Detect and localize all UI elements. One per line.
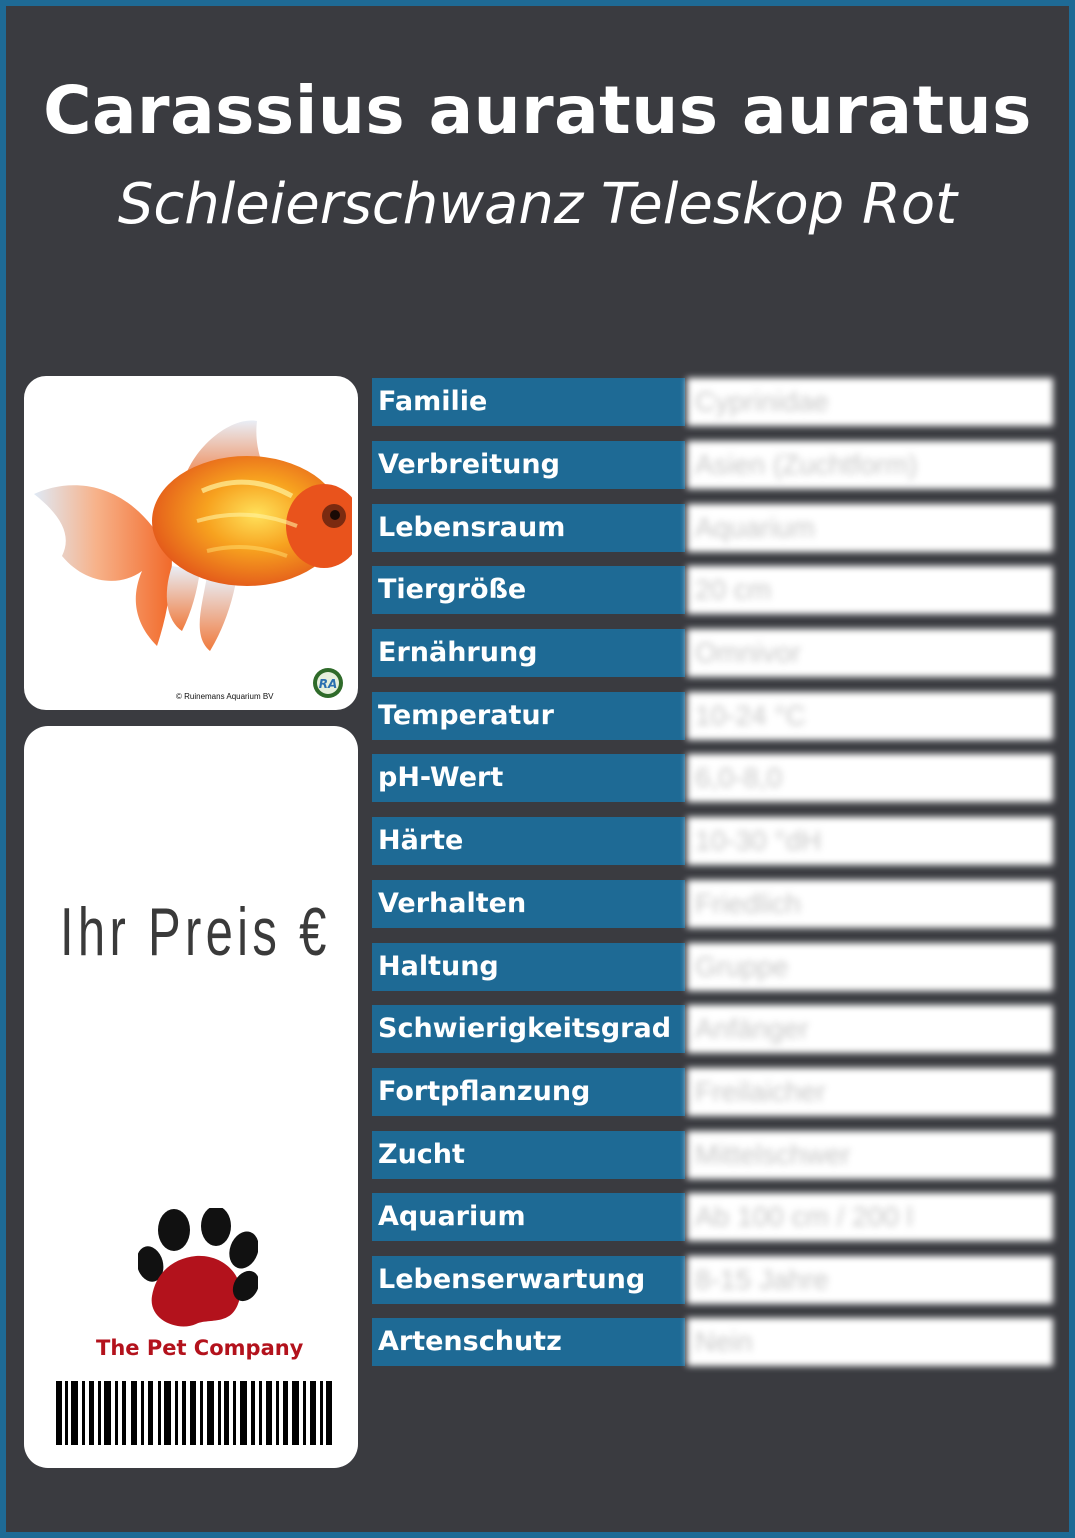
row-value: Freilaicher — [687, 1068, 1053, 1116]
paw-icon — [138, 1208, 258, 1332]
barcode-icon — [56, 1381, 332, 1445]
row-value: Gruppe — [687, 943, 1053, 991]
table-row — [372, 504, 1053, 552]
row-value: Ab 100 cm / 200 l — [687, 1193, 1053, 1241]
table-row — [372, 1256, 1053, 1304]
row-label: Schwierigkeitsgrad — [372, 1005, 685, 1053]
row-label: Härte — [372, 817, 685, 865]
row-value: 8-15 Jahre — [687, 1256, 1053, 1304]
ra-logo-text: RA — [318, 677, 338, 691]
row-label: Familie — [372, 378, 685, 426]
table-row — [372, 817, 1053, 865]
photo-copyright: © Ruinemans Aquarium BV — [176, 692, 274, 701]
row-value: Aquarium — [687, 504, 1053, 552]
row-value: 10-24 °C — [687, 692, 1053, 740]
row-value: Friedlich — [687, 880, 1053, 928]
row-label: Fortpflanzung — [372, 1068, 685, 1116]
row-label: Lebensraum — [372, 504, 685, 552]
row-label: Lebenserwartung — [372, 1256, 685, 1304]
row-label: Verbreitung — [372, 441, 685, 489]
row-label: Artenschutz — [372, 1318, 685, 1366]
row-label: Temperatur — [372, 692, 685, 740]
row-value: Omnivor — [687, 629, 1053, 677]
table-row — [372, 692, 1053, 740]
row-label: Haltung — [372, 943, 685, 991]
table-row — [372, 378, 1053, 426]
fish-photo-card — [24, 376, 358, 710]
table-row — [372, 1131, 1053, 1179]
company-name: The Pet Company — [96, 1336, 304, 1360]
table-row — [372, 880, 1053, 928]
row-value: 10-30 °dH — [687, 817, 1053, 865]
row-value: Anfänger — [687, 1005, 1053, 1053]
goldfish-image — [32, 406, 352, 676]
table-row — [372, 441, 1053, 489]
table-row — [372, 566, 1053, 614]
row-label: Tiergröße — [372, 566, 685, 614]
row-label: Verhalten — [372, 880, 685, 928]
table-row — [372, 1068, 1053, 1116]
page-subtitle: Schleierschwanz Teleskop Rot — [117, 172, 958, 237]
table-row — [372, 943, 1053, 991]
row-label: Aquarium — [372, 1193, 685, 1241]
row-value: Mittelschwer — [687, 1131, 1053, 1179]
row-label: Zucht — [372, 1131, 685, 1179]
row-value: Nein — [687, 1318, 1053, 1366]
price-label: Ihr Preis € — [60, 894, 331, 970]
row-label: Ernährung — [372, 629, 685, 677]
row-value: Asien (Zuchtform) — [687, 441, 1053, 489]
table-row — [372, 1005, 1053, 1053]
row-value: 20 cm — [687, 566, 1053, 614]
table-row — [372, 1193, 1053, 1241]
row-value: Cyprinidae — [687, 378, 1053, 426]
table-row — [372, 754, 1053, 802]
row-value: 6,0-8,0 — [687, 754, 1053, 802]
table-row — [372, 1318, 1053, 1366]
page-title: Carassius auratus auratus — [43, 72, 1032, 149]
ra-logo-icon — [312, 667, 344, 699]
table-row — [372, 629, 1053, 677]
row-label: pH-Wert — [372, 754, 685, 802]
